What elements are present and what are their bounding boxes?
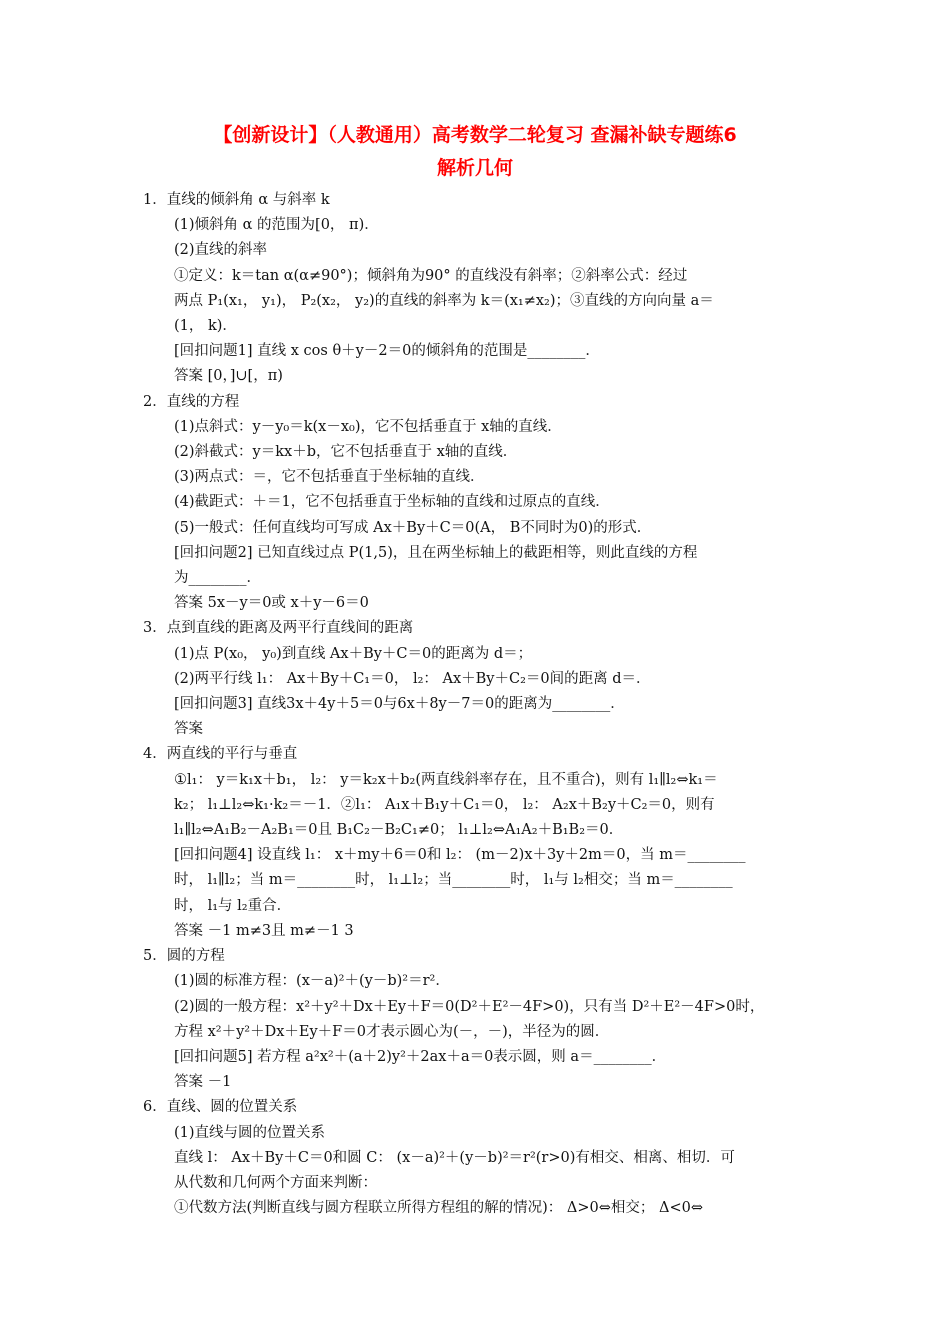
review-question-5: [回扣问题5] 若方程 a²x²＋(a＋2)y²＋2ax＋a＝0表示圆，则 a＝________． bbox=[174, 1048, 667, 1065]
section-3-heading: 3．点到直线的距离及两平行直线间的距离 bbox=[143, 620, 414, 637]
section-5-heading: 5．圆的方程 bbox=[143, 948, 225, 965]
answer-4: 答案 －1 m≠3且 m≠－1 3 bbox=[174, 922, 354, 939]
section-5-line: (2)圆的一般方程：x²＋y²＋Dx＋Ey＋F＝0(D²＋E²－4F>0)，只有当 D²＋E²－4F>0时， bbox=[174, 998, 765, 1015]
section-1-heading: 1．直线的倾斜角 α 与斜率 k bbox=[143, 192, 330, 208]
section-4-heading: 4．两直线的平行与垂直 bbox=[143, 746, 298, 763]
section-6-heading: 6．直线、圆的位置关系 bbox=[143, 1099, 298, 1116]
section-5-line: 方程 x²＋y²＋Dx＋Ey＋F＝0才表示圆心为(－，－)，半径为的圆． bbox=[174, 1023, 610, 1040]
review-question-1: [回扣问题1] 直线 x cos θ＋y－2＝0的倾斜角的范围是________． bbox=[174, 343, 600, 360]
section-3-line: (2)两平行线 l₁： Ax＋By＋C₁＝0， l₂： Ax＋By＋C₂＝0间的距离 d＝． bbox=[174, 670, 651, 687]
document-body bbox=[143, 188, 813, 1221]
section-2-heading: 2．直线的方程 bbox=[143, 393, 240, 410]
answer-1: 答案 [0，]∪[，π) bbox=[174, 368, 283, 385]
answer-2: 答案 5x－y＝0或 x＋y－6＝0 bbox=[174, 595, 369, 612]
section-1-line: (1， k)． bbox=[174, 318, 237, 335]
section-2-line: (4)截距式：＋＝1，它不包括垂直于坐标轴的直线和过原点的直线． bbox=[174, 494, 610, 511]
section-1-line: (1)倾斜角 α 的范围为[0， π)． bbox=[174, 217, 379, 234]
document-title-line2: 解析几何 bbox=[436, 157, 513, 179]
section-1-line: ①定义：k＝tan α(α≠90°)；倾斜角为90° 的直线没有斜率；②斜率公式：经过 bbox=[174, 267, 688, 284]
section-4-line: l₁∥l₂⇔A₁B₂－A₂B₁＝0且 B₁C₂－B₂C₁≠0； l₁⊥l₂⇔A₁A₂＋B₁B₂＝0． bbox=[174, 822, 624, 839]
section-4-line: ①l₁： y＝k₁x＋b₁， l₂： y＝k₂x＋b₂(两直线斜率存在，且不重合)，则有 l₁∥l₂⇔k₁＝ bbox=[174, 771, 718, 788]
section-2-line: (2)斜截式：y＝kx＋b，它不包括垂直于 x轴的直线． bbox=[174, 444, 518, 461]
section-2-line: (1)点斜式：y－y₀＝k(x－x₀)，它不包括垂直于 x轴的直线． bbox=[174, 418, 562, 435]
section-3-line: (1)点 P(x₀， y₀)到直线 Ax＋By＋C＝0的距离为 d＝； bbox=[174, 645, 533, 662]
section-6-line: (1)直线与圆的位置关系 bbox=[174, 1124, 326, 1141]
section-6-line: 直线 l： Ax＋By＋C＝0和圆 C： (x－a)²＋(y－b)²＝r²(r>0)有相交、相离、相切．可 bbox=[174, 1149, 735, 1166]
section-2-line: (5)一般式：任何直线均可写成 Ax＋By＋C＝0(A， B不同时为0)的形式． bbox=[174, 519, 652, 536]
document-title-line1: 【创新设计】（人教通用）高考数学二轮复习 查漏补缺专题练6 bbox=[213, 124, 737, 146]
section-6-line: ①代数方法(判断直线与圆方程联立所得方程组的解的情况)： Δ>0⇔相交； Δ<0⇔ bbox=[174, 1200, 704, 1217]
section-6-line: 从代数和几何两个方面来判断： bbox=[174, 1174, 377, 1191]
review-question-4-cont: 时， l₁∥l₂；当 m＝________时， l₁⊥l₂；当________时， l₁与 l₂相交；当 m＝________ bbox=[174, 872, 733, 889]
review-question-4-cont: 时， l₁与 l₂重合． bbox=[174, 897, 292, 914]
section-1-line: (2)直线的斜率 bbox=[174, 242, 268, 259]
review-question-4: [回扣问题4] 设直线 l₁： x＋my＋6＝0和 l₂： (m－2)x＋3y＋2m＝0，当 m＝________ bbox=[174, 847, 746, 864]
answer-5: 答案 －1 bbox=[174, 1074, 232, 1091]
section-2-line: (3)两点式：＝，它不包括垂直于坐标轴的直线． bbox=[174, 469, 485, 486]
review-question-2-cont: 为________． bbox=[174, 570, 261, 587]
review-question-2: [回扣问题2] 已知直线过点 P(1,5)，且在两坐标轴上的截距相等，则此直线的方程 bbox=[174, 544, 698, 561]
section-4-line: k₂； l₁⊥l₂⇔k₁·k₂＝－1．②l₁： A₁x＋B₁y＋C₁＝0， l₂： A₂x＋B₂y＋C₂＝0，则有 bbox=[174, 796, 715, 813]
review-question-3: [回扣问题3] 直线3x＋4y＋5＝0与6x＋8y－7＝0的距离为________． bbox=[174, 696, 625, 713]
section-5-line: (1)圆的标准方程：(x－a)²＋(y－b)²＝r²． bbox=[174, 973, 450, 990]
section-1-line: 两点 P₁(x₁， y₁)， P₂(x₂， y₂)的直线的斜率为 k＝(x₁≠x₂)；③直线的方向向量 a＝ bbox=[174, 292, 714, 309]
answer-3: 答案 bbox=[174, 721, 203, 738]
